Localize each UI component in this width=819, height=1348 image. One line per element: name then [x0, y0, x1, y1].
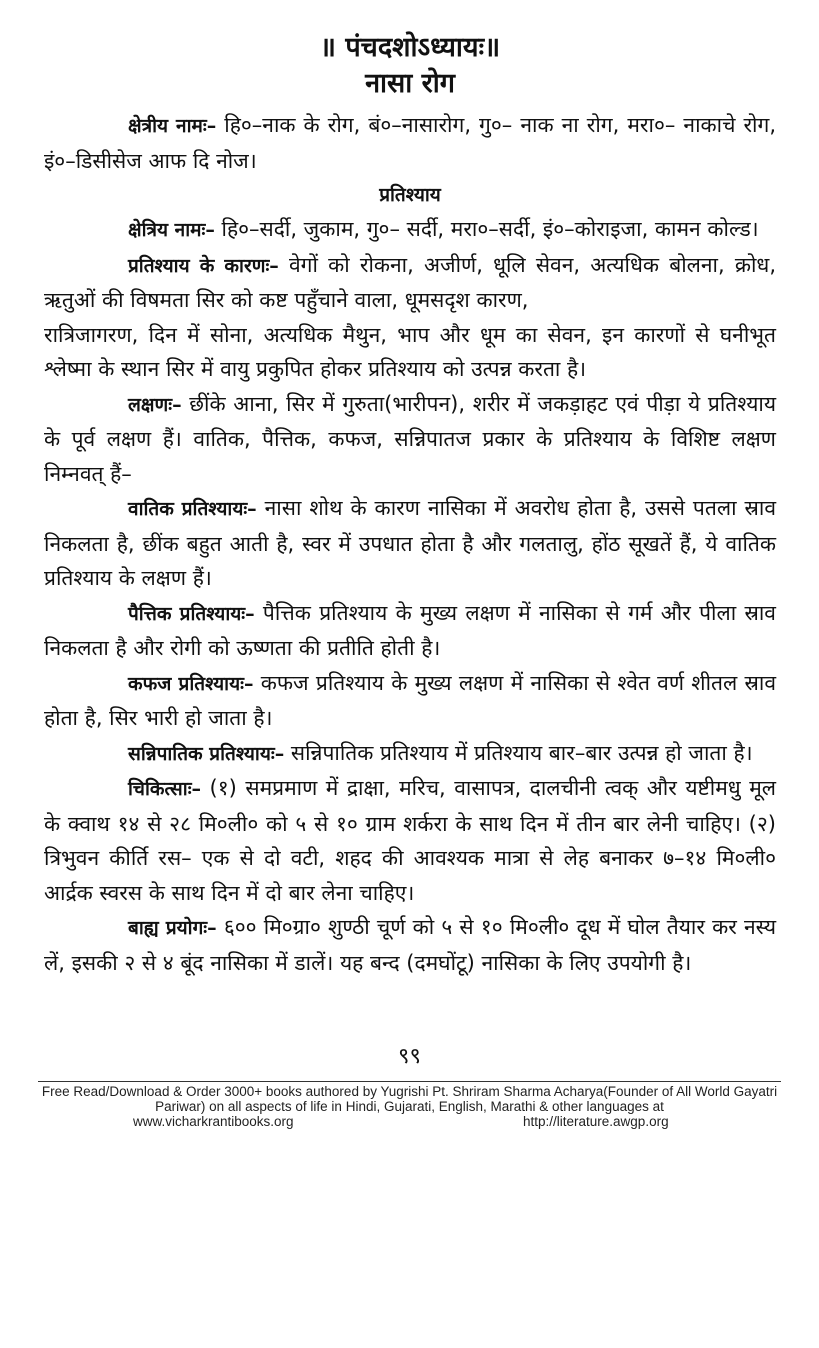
external-use-text: ६०० मि०ग्रा० शुण्ठी चूर्ण को ५ से १० मि०ली० दूध में घोल तैयार कर नस्य लें, इसकी २ से ४ बूंद नासिका में डालें। यह बन्द (दमघोंटू) नासिका के लिए उपयोगी है।: [44, 915, 777, 975]
treatment-text: (१) समप्रमाण में द्राक्षा, मरिच, वासापत्र, दालचीनी त्वक् और यष्टीमधु मूल के क्वाथ १४ से २८ मि०ली० को ५ से १० ग्राम शर्करा के साथ दिन में तीन बार लेनी चाहिए। (२) त्रिभुवन कीर्ति रस– एक से दो वटी, शहद की आवश्यक मात्रा से लेह बनाकर ७–१४ मि०ली० आर्द्रक स्वरस के साथ दिन में दो बार लेना चाहिए।: [44, 776, 776, 905]
chapter-title: नासा रोग: [365, 68, 455, 99]
causes-paragraph: [44, 248, 776, 318]
regional-names-paragraph: [44, 108, 776, 178]
symptoms-label: लक्षणः–: [128, 393, 182, 416]
footer-link-vicharkranti[interactable]: www.vicharkrantibooks.org: [133, 1114, 294, 1129]
page-content: [44, 30, 776, 980]
regional-names-2-text: हि०–सर्दी, जुकाम, गु०– सर्दी, मरा०–सर्दी, इं०–कोराइजा, कामन कोल्ड।: [214, 217, 759, 241]
sannipatik-label: सन्निपातिक प्रतिश्यायः–: [128, 742, 285, 765]
treatment-paragraph: [44, 771, 776, 910]
treatment-label: चिकित्साः–: [128, 778, 202, 800]
paittik-paragraph: [44, 596, 776, 666]
regional-names-label: क्षेत्रीय नामः–: [128, 115, 217, 137]
kaphaj-text: कफज प्रतिश्याय के मुख्य लक्षण में नासिका से श्वेत वर्ण शीतल स्राव होता है, सिर भारी हो जाता है।: [44, 670, 776, 730]
paittik-text: पैत्तिक प्रतिश्याय के मुख्य लक्षण में नासिका से गर्म और पीला स्राव निकलता है और रोगी को ऊष्णता की प्रतीति होती है।: [44, 600, 776, 660]
kaphaj-paragraph: [44, 666, 776, 736]
paittik-label: पैत्तिक प्रतिश्यायः–: [128, 602, 255, 625]
vatik-paragraph: [44, 491, 776, 596]
vatik-text: नासा शोथ के कारण नासिका में अवरोध होता है, उससे पतला स्राव निकलता है, छींक बहुत आती है, स्वर में उपधात होता है और गलतालु, होंठ सूखतें हैं, ये वातिक प्रतिश्याय के लक्षण हैं।: [44, 496, 776, 590]
causes-text: वेगों को रोकना, अजीर्ण, धूलि सेवन, अत्यधिक बोलना, क्रोध, ऋतुओं की विषमता सिर को कष्ट पहुँचाने वाला, धूमसदृश कारण,: [44, 252, 776, 312]
symptoms-text: छींके आना, सिर में गुरुता(भारीपन), शरीर में जकड़ाहट एवं पीड़ा ये प्रतिश्याय के पूर्व लक्षण हैं। वातिक, पैत्तिक, कफज, सन्निपातज प्रकार के प्रतिश्याय के विशिष्ट लक्षण निम्नवत् हैं–: [44, 391, 776, 486]
regional-names-2-paragraph: [44, 212, 776, 248]
chapter-heading: ॥ पंचदशोऽध्यायः॥: [319, 32, 501, 63]
sannipatik-paragraph: [44, 736, 776, 772]
section-title: प्रतिश्याय: [379, 184, 441, 206]
regional-names-2-label: क्षेत्रिय नामः–: [128, 219, 215, 241]
footer-divider: [38, 1081, 781, 1082]
regional-names-text: हि०–नाक के रोग, बं०–नासारोग, गु०– नाक ना रोग, मरा०– नाकाचे रोग, इं०–डिसीसेज आफ दि नोज।: [44, 113, 776, 173]
footer-text: Free Read/Download & Order 3000+ books authored by Yugrishi Pt. Shriram Sharma Acharya(Founder of All World Gayatri Pariwar) on all aspects of life in Hindi, Gujarati, English, Marathi & other languages at: [41, 1084, 778, 1114]
vatik-label: वातिक प्रतिश्यायः–: [128, 498, 257, 520]
footer-link-literature[interactable]: http://literature.awgp.org: [523, 1114, 669, 1129]
kaphaj-label: कफज प्रतिश्यायः–: [128, 672, 254, 695]
symptoms-paragraph: [44, 387, 776, 492]
page-number: ९९: [398, 1044, 421, 1069]
causes-continued-paragraph: रात्रिजागरण, दिन में सोना, अत्यधिक मैथुन, भाप और धूम का सेवन, इन कारणों से घनीभूत श्लेष्मा के स्थान सिर में वायु प्रकुपित होकर प्रतिश्याय को उत्पन्न करता है।: [44, 322, 776, 381]
causes-label: प्रतिश्याय के कारणः–: [128, 254, 279, 277]
sannipatik-text: सन्निपातिक प्रतिश्याय में प्रतिश्याय बार–बार उत्पन्न हो जाता है।: [284, 740, 753, 765]
external-use-label: बाह्य प्रयोगः–: [128, 917, 217, 939]
external-use-paragraph: [44, 910, 776, 980]
